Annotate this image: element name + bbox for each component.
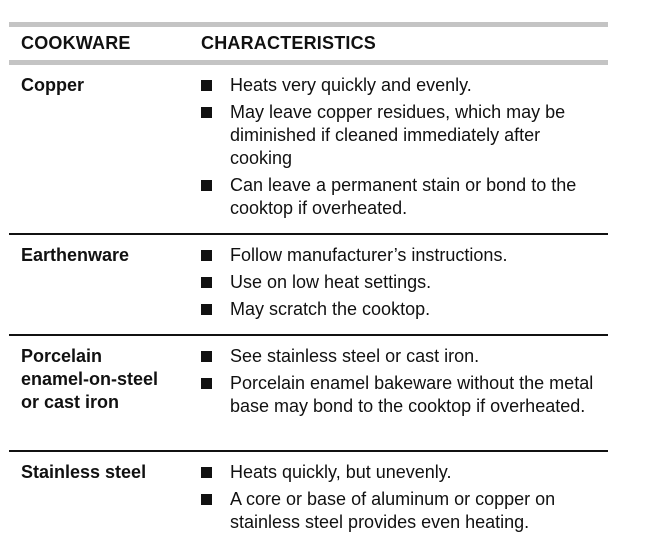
list-item [201, 372, 608, 418]
bullet-text: May scratch the cooktop. [230, 299, 431, 319]
bullet-text: Heats quickly, but unevenly. [230, 462, 452, 482]
square-bullet-icon [201, 277, 212, 288]
characteristics-list [201, 235, 608, 329]
square-bullet-icon [201, 250, 212, 261]
square-bullet-icon [201, 378, 212, 389]
list-item [201, 271, 608, 294]
table-header [9, 27, 608, 65]
bullet-text: Follow manufacturer’s instructions. [230, 245, 508, 265]
square-bullet-icon [201, 107, 212, 118]
square-bullet-icon [201, 351, 212, 362]
square-bullet-icon [201, 304, 212, 315]
square-bullet-icon [201, 494, 212, 505]
table-row [9, 235, 608, 336]
table-row [9, 65, 608, 235]
header-characteristics: CHARACTERISTICS [201, 33, 377, 53]
list-item [201, 244, 608, 267]
characteristics-list [201, 336, 608, 426]
square-bullet-icon [201, 180, 212, 191]
cookware-name: Earthenware [21, 245, 130, 265]
list-item [201, 488, 608, 534]
square-bullet-icon [201, 467, 212, 478]
table-row [9, 452, 608, 542]
cookware-name: Copper [21, 75, 84, 95]
header-cookware: COOKWARE [21, 33, 131, 53]
list-item [201, 345, 608, 368]
bullet-text: See stainless steel or cast iron. [230, 346, 480, 366]
bullet-text: May leave copper residues, which may be diminished if cleaned immediately after cooking [230, 102, 566, 168]
list-item [201, 298, 608, 321]
characteristics-list [201, 452, 608, 542]
bullet-text: A core or base of aluminum or copper on stainless steel provides even heating. [230, 489, 556, 532]
list-item [201, 101, 608, 170]
cookware-table [9, 22, 608, 542]
bullet-text: Porcelain enamel bakeware without the metal base may bond to the cooktop if overheated. [230, 373, 594, 416]
bullet-text: Can leave a permanent stain or bond to the cooktop if overheated. [230, 175, 577, 218]
list-item [201, 174, 608, 220]
cookware-name: Stainless steel [21, 462, 147, 482]
bullet-text: Heats very quickly and evenly. [230, 75, 472, 95]
square-bullet-icon [201, 80, 212, 91]
table-row [9, 336, 608, 452]
list-item [201, 74, 608, 97]
bullet-text: Use on low heat settings. [230, 272, 432, 292]
characteristics-list [201, 65, 608, 228]
cookware-name: Porcelain enamel-on-steel or cast iron [21, 346, 159, 412]
list-item [201, 461, 608, 484]
